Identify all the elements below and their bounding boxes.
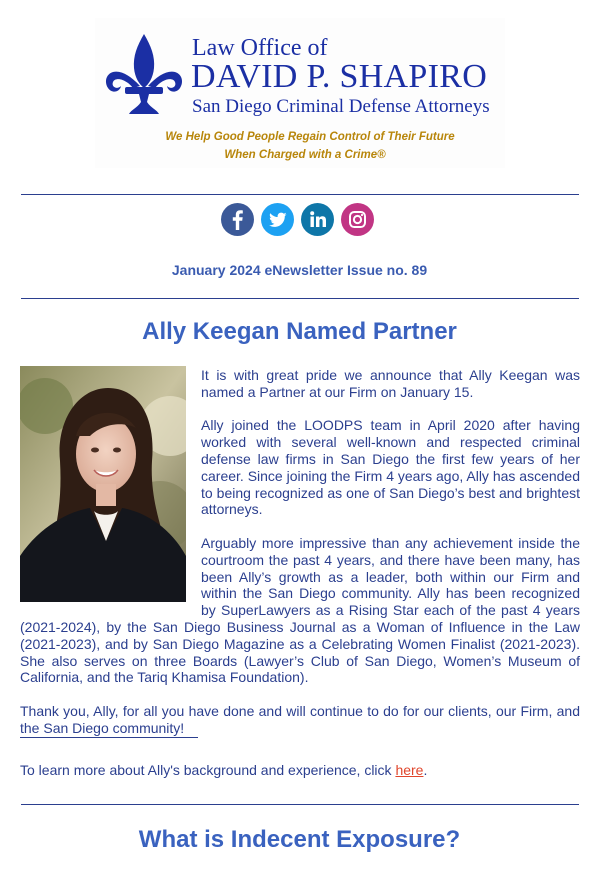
article-paragraph-1: It is with great pride we announce that Ally Keegan was named a Partner at our Firm on January 15. bbox=[201, 367, 580, 400]
article-title: Ally Keegan Named Partner bbox=[142, 318, 457, 345]
article-paragraph-4: Thank you, Ally, for all you have done and will continue to do for our clients, our Firm, and the San Diego community! bbox=[20, 702, 580, 736]
article-body bbox=[20, 367, 580, 795]
linkedin-icon bbox=[301, 203, 334, 236]
facebook-link[interactable] bbox=[221, 203, 254, 236]
divider-issue bbox=[21, 298, 579, 299]
divider-bottom bbox=[21, 804, 579, 805]
logo-line-subtitle: San Diego Criminal Defense Attorneys bbox=[192, 96, 490, 117]
logo-line-law-office: Law Office of bbox=[192, 35, 328, 61]
learn-more-link[interactable]: here bbox=[395, 761, 424, 778]
next-article-title: What is Indecent Exposure? bbox=[138, 826, 461, 853]
learn-more-prefix: To learn more about Ally's background and experience, click bbox=[20, 761, 396, 778]
linkedin-link[interactable] bbox=[301, 203, 334, 236]
fleur-de-lis-icon bbox=[103, 32, 185, 116]
instagram-icon bbox=[341, 203, 374, 236]
issue-line: January 2024 eNewsletter Issue no. 89 bbox=[171, 262, 428, 278]
instagram-link[interactable] bbox=[341, 203, 374, 236]
logo-line-firm-name: DAVID P. SHAPIRO bbox=[191, 58, 488, 95]
twitter-icon bbox=[261, 203, 294, 236]
learn-more-suffix: . bbox=[423, 761, 428, 778]
learn-more-line bbox=[20, 762, 580, 779]
short-divider bbox=[20, 737, 198, 738]
divider-top bbox=[21, 194, 579, 195]
photo-float-spacer bbox=[20, 367, 186, 603]
article-paragraph-3: Arguably more impressive than any achievement inside the courtroom the past 4 years, and there have been many, has been Ally’s growth as a leader, both within our Firm and within the San Diego community. Ally has been recognized by SuperLawyers as a Rising Star each of the past 4 years (2021-2024), by the San Diego Business Journal as a Woman of Influence in the Law (2021-2023), and by San Diego Magazine as a Celebrating Women Finalist (2021-2023). She also serves on three Boards (Lawyer’s Club of San Diego, Women’s Museum of California, and the Tariq Khamisa Foundation). bbox=[20, 534, 580, 686]
article-paragraph-2: Ally joined the LOODPS team in April 2020 after having worked with several well-known and respected criminal defense law firms in San Diego the first few years of her career. Since joining the Firm 4 years ago, Ally has ascended to being recognized as one of San Diego’s best and brightest attorneys. bbox=[201, 417, 580, 518]
tagline-line-1: We Help Good People Regain Control of Their Future bbox=[165, 131, 455, 143]
firm-logo[interactable] bbox=[95, 18, 505, 168]
tagline-line-2: When Charged with a Crime® bbox=[224, 149, 386, 161]
facebook-icon bbox=[221, 203, 254, 236]
twitter-link[interactable] bbox=[261, 203, 294, 236]
